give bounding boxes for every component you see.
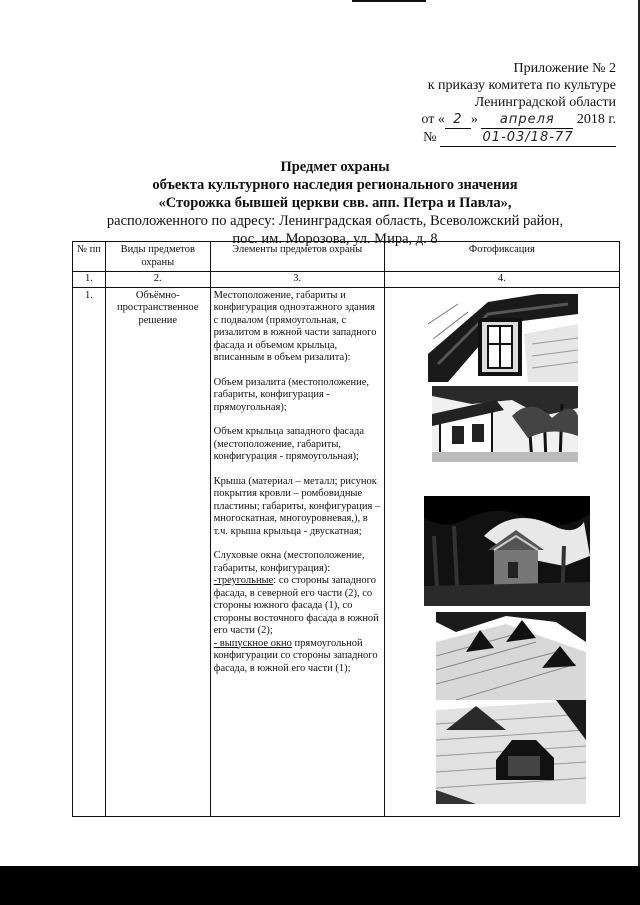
photo-building-trees xyxy=(432,386,578,462)
col-number-1: 1. xyxy=(73,272,106,288)
order-number: 01-03/18-77 xyxy=(440,129,616,147)
date-month: апреля xyxy=(481,111,573,129)
title-line-1: Предмет охраны xyxy=(280,159,390,175)
element-para-3: Объем крыльца западного фасада (местоположение, габариты, конфигурация - прямоугольная); xyxy=(213,426,364,462)
dormer-exit-text: прямоугольной конфигурации со стороны западного фасада, в южной его части (1); xyxy=(213,637,378,674)
photo-exit-dormer xyxy=(436,700,586,804)
appendix-block xyxy=(356,60,616,147)
appendix-line-3: Ленинградской области xyxy=(474,95,616,110)
table-row xyxy=(73,287,620,816)
row-elements xyxy=(210,287,384,816)
title-line-2: объекта культурного наследия регионального значения xyxy=(152,177,518,193)
title-line-5: пос. им. Морозова, ул. Мира, д. 8 xyxy=(232,231,438,247)
col-number-2: 2. xyxy=(105,272,210,288)
element-para-1: Местоположение, габариты и конфигурация одноэтажного здания с подвалом (прямоугольная, с ризалитом в южной части западного фасада и объемом крыльца, вписанным в объем ризалита): xyxy=(213,289,377,363)
date-year: 2018 г. xyxy=(576,112,616,127)
header-elements: Элементы предметов охраны xyxy=(210,242,384,272)
document-title xyxy=(100,158,570,248)
element-para-2: Объем ризалита (местоположение, габариты, конфигурация - прямоугольная); xyxy=(213,376,369,413)
element-para-4: Крыша (материал – металл; рисунок покрытия кровли – ромбовидные пластины; габариты, конфигурация – многоскатная, многоуровневая,), в т.ч. крыша крыльца - двускатная; xyxy=(213,475,381,537)
photo-column xyxy=(388,290,616,814)
date-day: 2 xyxy=(445,111,471,129)
header-kind: Виды предметов охраны xyxy=(105,242,210,272)
element-para-5 xyxy=(214,550,381,675)
row-num: 1. xyxy=(73,287,106,816)
dormer-triangular-text: : со стороны западного фасада, в северной его части (2), со стороны южного фасада (1), со стороны восточного фасада в южной его части (2); xyxy=(213,575,379,636)
scan-bottom-bar xyxy=(0,866,640,905)
dormer-intro: Слуховые окна (местоположение, габариты, конфигурация): xyxy=(213,550,365,574)
date-prefix: от « xyxy=(421,112,445,127)
appendix-number-line xyxy=(356,129,616,147)
table-number-row xyxy=(73,272,620,288)
photo-dormer-windows xyxy=(436,612,586,700)
photo-roof-in-trees xyxy=(424,496,590,606)
row-kind: Объёмно-пространственное решение xyxy=(105,287,210,816)
photo-facade-window xyxy=(428,294,578,382)
row-photos xyxy=(384,287,619,816)
col-number-3: 3. xyxy=(210,272,384,288)
title-line-4: расположенного по адресу: Ленинградская область, Всеволожский район, xyxy=(106,213,564,229)
appendix-line-1: Приложение № 2 xyxy=(513,61,616,76)
appendix-date-line xyxy=(356,111,616,129)
table-header-row xyxy=(73,242,620,272)
dormer-exit-label: - выпускное окно xyxy=(213,637,292,649)
title-line-3: «Сторожка бывшей церкви свв. апп. Петра и Павла», xyxy=(158,195,512,211)
header-num: № пп xyxy=(73,242,106,272)
date-mid: » xyxy=(470,112,478,127)
top-edge-line xyxy=(352,0,426,2)
appendix-line-2: к приказу комитета по культуре xyxy=(427,78,616,93)
protection-table xyxy=(72,241,620,817)
number-prefix: № xyxy=(423,130,437,145)
col-number-4: 4. xyxy=(384,272,619,288)
header-photo: Фотофиксация xyxy=(384,242,619,272)
dormer-triangular-label: -треугольные xyxy=(213,575,274,586)
